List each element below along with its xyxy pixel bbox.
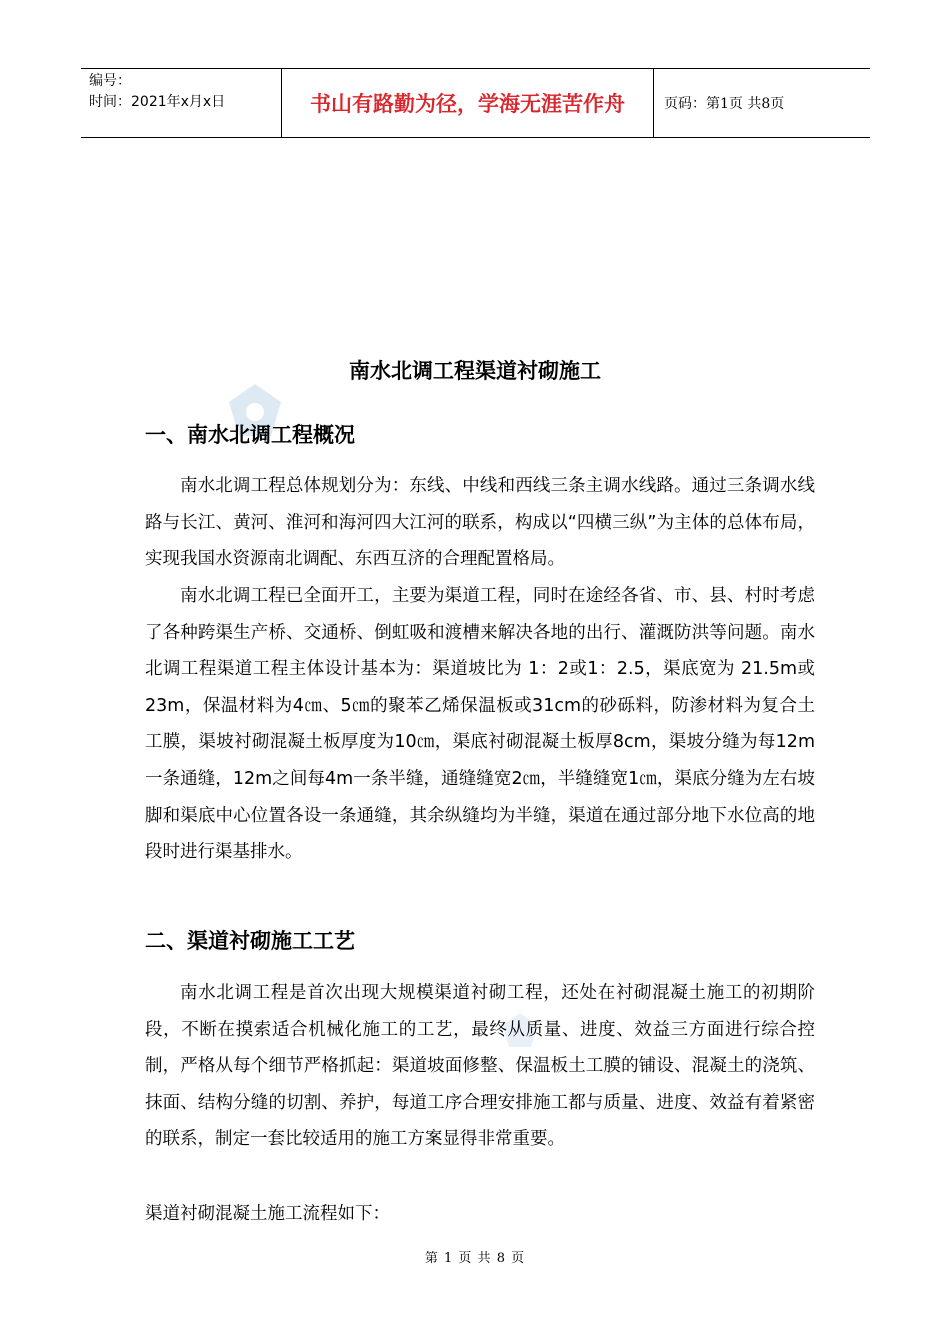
time-label: 时间：2021年x月x日: [89, 94, 226, 110]
section1-paragraph-1: 南水北调工程总体规划分为：东线、中线和西线三条主调水线路。通过三条调水线路与长江、黄河、淮河和海河四大江河的联系，构成以“四横三纵”为主体的总体布局，实现我国水资源南北调配、东西互济的合理配置格局。: [145, 476, 815, 570]
section2-paragraph-1: 南水北调工程是首次出现大规模渠道衬砌工程，还处在衬砌混凝土施工的初期阶段，不断在摸索适合机械化施工的工艺，最终从质量、进度、效益三方面进行综合控制，严格从每个细节严格抓起：渠道坡面修整、保温板土工膜的铺设、混凝土的浇筑、抹面、结构分缝的切割、养护，每道工序合理安排施工都与质量、进度、效益有着紧密的联系，制定一套比较适用的施工方案显得非常重要。: [145, 983, 815, 1150]
header-page-info: 页码：第1页 共8页: [664, 96, 785, 112]
header-motto: 书山有路勤为径，学海无涯苦作舟: [281, 69, 654, 137]
page-footer: 第 1 页 共 8 页: [424, 1251, 526, 1266]
flow-intro: 渠道衬砌混凝土施工流程如下：: [145, 1204, 390, 1224]
document-title: 南水北调工程渠道衬砌施工: [349, 359, 601, 383]
header-table: [81, 68, 870, 138]
section1-paragraph-2: 南水北调工程已全面开工，主要为渠道工程，同时在途经各省、市、县、村时考虑了各种跨渠生产桥、交通桥、倒虹吸和渡槽来解决各地的出行、灌溉防洪等问题。南水北调工程渠道工程主体设计基本为：渠道坡比为 1：2或1：2.5，渠底宽为 21.5m或23m，保温材料为4㎝、5㎝的聚苯乙烯保温板或31cm的砂砾料，防渗材料为复合土工膜，渠坡衬砌混凝土板厚度为10㎝，渠底衬砌混凝土板厚8cm，渠坡分缝为每12m一条通缝，12m之间每4m一条半缝，通缝缝宽2㎝，半缝缝宽1㎝，渠底分缝为左右坡脚和渠底中心位置各设一条通缝，其余纵缝均为半缝，渠道在通过部分地下水位高的地段时进行渠基排水。: [145, 586, 815, 863]
section2-heading: 二、渠道衬砌施工工艺: [145, 929, 355, 953]
section1-heading: 一、南水北调工程概况: [145, 423, 355, 447]
header-meta: [81, 69, 281, 137]
number-label: 编号：: [89, 73, 131, 89]
